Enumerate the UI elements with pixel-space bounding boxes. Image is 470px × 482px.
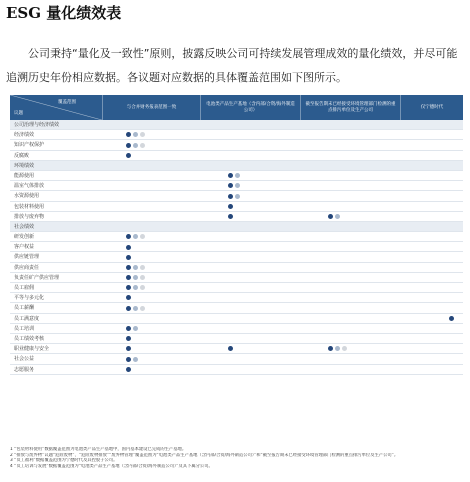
topic-label: 员工雇佣 <box>14 285 35 291</box>
coverage-dot <box>126 132 131 137</box>
coverage-dot <box>235 173 240 178</box>
coverage-indicator <box>228 204 233 209</box>
coverage-dot <box>126 367 131 372</box>
category-label: 社会绩效 <box>14 223 35 230</box>
intro-paragraph: 公司秉持“量化及一致性”原则，披露反映公司可持续发展管理成效的量化绩效，并尽可能追溯历史年份相应数据。各议题对应数据的具体覆盖范围如下图所示。 <box>6 47 458 84</box>
coverage-dot <box>140 234 145 239</box>
coverage-dot <box>126 234 131 239</box>
table-row <box>10 232 463 242</box>
coverage-dot <box>235 183 240 188</box>
coverage-dot <box>228 346 233 351</box>
coverage-dot <box>126 245 131 250</box>
header-col-3: 截至报告期末已经接受环境管理部门检测的重点排污单位及生产公司 <box>300 95 400 120</box>
category-label: 环境绩效 <box>14 162 35 169</box>
topic-label: 员工绩效考核 <box>14 335 45 342</box>
coverage-dot <box>133 265 138 270</box>
coverage-dot <box>126 265 131 270</box>
header-diagonal <box>10 95 102 120</box>
topic-label: 温室气体排放 <box>14 183 45 190</box>
table-row <box>10 130 463 140</box>
coverage-indicator <box>228 214 233 219</box>
topic-label: 负责任矿产供应管理 <box>14 274 60 281</box>
footnote: 3 “员工福利”数据覆盖范围为宁德时代及其控股子公司。 <box>10 458 118 464</box>
coverage-indicator <box>126 295 131 300</box>
topic-label: 员工培训 <box>14 325 35 332</box>
coverage-dot <box>228 173 233 178</box>
table-row <box>10 283 463 293</box>
corner-label-topic: 议题 <box>14 111 23 116</box>
coverage-dot <box>140 275 145 280</box>
footnote: 1 “包装材料使用”数据覆盖范围为电池类产品生产基地中，国内基本建设已完成的生产基地。 <box>10 447 187 452</box>
coverage-indicator <box>449 316 454 321</box>
coverage-dot <box>228 204 233 209</box>
coverage-dot <box>126 326 131 331</box>
coverage-dot <box>335 214 340 219</box>
coverage-dot <box>228 214 233 219</box>
table-header <box>10 95 463 120</box>
category-row <box>10 161 463 171</box>
page-title: ESG 量化绩效表 <box>6 4 122 22</box>
coverage-indicator <box>126 326 138 331</box>
coverage-dot <box>126 143 131 148</box>
footnote: 4 “员工培训与发展”数据覆盖范围为“电池类产品生产基地（含内部/合资/海外制造公司）”及其下属分公司。 <box>10 463 213 469</box>
table-row <box>10 151 463 161</box>
coverage-dot <box>328 346 333 351</box>
coverage-dot <box>228 183 233 188</box>
coverage-indicator <box>126 285 145 290</box>
coverage-indicator <box>126 336 131 341</box>
coverage-dot <box>126 346 131 351</box>
topic-label: 客户权益 <box>14 244 35 251</box>
table-row <box>10 365 463 375</box>
coverage-dot <box>140 265 145 270</box>
header-col-1: 与合并财务报表范围一致 <box>102 95 200 120</box>
table-row <box>10 181 463 191</box>
coverage-dot <box>126 357 131 362</box>
topic-label: 员工满意度 <box>14 315 40 322</box>
table-row <box>10 242 463 252</box>
topic-label: 知识产权保护 <box>14 142 45 149</box>
coverage-dot <box>140 143 145 148</box>
coverage-indicator <box>126 367 131 372</box>
topic-label: 水资源使用 <box>14 193 40 200</box>
topic-label: 供应链管理 <box>14 254 40 261</box>
table-row <box>10 334 463 344</box>
coverage-indicator <box>126 255 131 260</box>
coverage-dot <box>126 153 131 158</box>
coverage-indicator <box>228 346 233 351</box>
coverage-indicator <box>126 346 131 351</box>
table-row <box>10 273 463 283</box>
table-row <box>10 263 463 273</box>
table-row <box>10 344 463 354</box>
table-body <box>10 120 463 375</box>
coverage-dot <box>235 194 240 199</box>
coverage-dot <box>133 306 138 311</box>
category-row <box>10 222 463 232</box>
category-label: 公司治理与经济绩效 <box>14 122 60 128</box>
coverage-table <box>10 95 463 375</box>
table-row <box>10 293 463 303</box>
coverage-indicator <box>126 245 131 250</box>
coverage-indicator <box>228 194 240 199</box>
coverage-indicator <box>328 214 340 219</box>
coverage-indicator <box>228 183 240 188</box>
topic-label: 平等与多元化 <box>14 295 45 302</box>
coverage-indicator <box>126 132 145 137</box>
topic-label: 职业健康与安全 <box>14 346 50 353</box>
coverage-dot <box>140 285 145 290</box>
coverage-dot <box>126 336 131 341</box>
coverage-indicator <box>126 234 145 239</box>
topic-label: 反腐败 <box>14 152 30 159</box>
coverage-dot <box>328 214 333 219</box>
coverage-dot <box>126 295 131 300</box>
coverage-dot <box>133 234 138 239</box>
table-row <box>10 303 463 313</box>
coverage-dot <box>133 285 138 290</box>
topic-label: 经济绩效 <box>14 132 35 139</box>
coverage-dot <box>342 346 347 351</box>
table-row <box>10 140 463 150</box>
coverage-indicator <box>126 275 145 280</box>
table-row <box>10 324 463 334</box>
coverage-dot <box>126 285 131 290</box>
table-row <box>10 191 463 201</box>
coverage-indicator <box>126 306 145 311</box>
header-col-4: 仅宁德时代 <box>400 95 463 120</box>
coverage-indicator <box>228 173 240 178</box>
table-row <box>10 314 463 324</box>
footnote: 2 “排放与废弃物”议题“危险废物”、“危险废物排放”“废弃物管理”覆盖范围为“电池类产品生产基地（含内部/合资/海外制造公司）”和“截至报告期末已经接受环境管理部门检测的重点排污单位及生产公司”。 <box>10 452 399 458</box>
table-row <box>10 171 463 181</box>
topic-label: 社会公益 <box>14 356 35 363</box>
table-row <box>10 354 463 364</box>
coverage-dot <box>140 306 145 311</box>
coverage-dot <box>228 194 233 199</box>
coverage-dot <box>133 357 138 362</box>
coverage-dot <box>133 132 138 137</box>
coverage-dot <box>133 275 138 280</box>
topic-label: 排放与废弃物 <box>14 213 45 220</box>
topic-label: 供应商责任 <box>14 264 40 271</box>
topic-label: 能源使用 <box>14 172 35 179</box>
corner-label-scope: 覆盖范围 <box>58 100 76 105</box>
table-row <box>10 212 463 222</box>
header-col-2: 电池类产品生产基地（含内部/合资/海外制造公司） <box>200 95 300 120</box>
coverage-dot <box>126 306 131 311</box>
table-row <box>10 202 463 212</box>
table-row <box>10 252 463 262</box>
footnotes <box>10 447 466 469</box>
coverage-dot <box>335 346 340 351</box>
coverage-dot <box>133 143 138 148</box>
topic-label: 研发创新 <box>14 234 35 241</box>
topic-label: 包装材料使用 <box>14 203 45 210</box>
coverage-indicator <box>126 153 131 158</box>
topic-label: 员工薪酬 <box>14 305 35 312</box>
coverage-dot <box>126 255 131 260</box>
coverage-indicator <box>126 357 138 362</box>
coverage-indicator <box>126 265 145 270</box>
category-row <box>10 120 463 130</box>
coverage-dot <box>449 316 454 321</box>
coverage-dot <box>133 326 138 331</box>
coverage-indicator <box>126 143 145 148</box>
coverage-dot <box>140 132 145 137</box>
topic-label: 志愿服务 <box>14 366 35 373</box>
coverage-dot <box>126 275 131 280</box>
coverage-indicator <box>328 346 347 351</box>
